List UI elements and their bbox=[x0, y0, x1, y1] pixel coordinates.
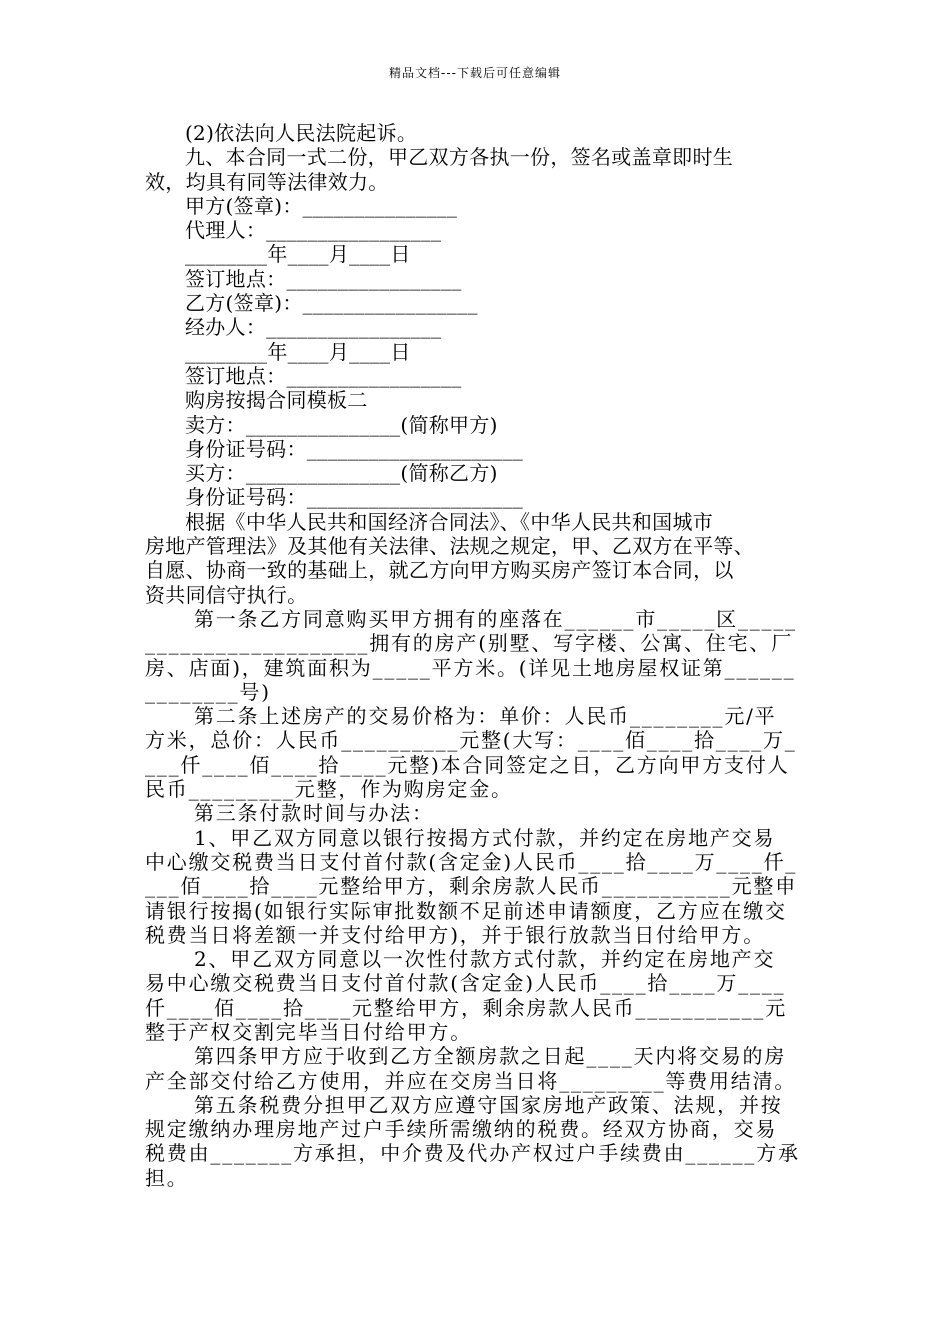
text-line: 税费当日将差额一并支付给甲方)，并于银行放款当日付给甲方。 bbox=[145, 922, 766, 947]
text-line: 易中心缴交税费当日支付首付款(含定金)人民币____拾____万____ bbox=[145, 971, 786, 996]
text-line: 方米，总价：人民币__________元整(大写：____佰____拾____万_ bbox=[145, 728, 797, 753]
contract-body bbox=[145, 121, 810, 1190]
text-line: 请银行按揭(如银行实际审批数额不足前述申请额度，乙方应在缴交 bbox=[145, 898, 787, 923]
text-line: (2)依法向人民法院起诉。 bbox=[145, 121, 418, 145]
text-line: 房、店面)，建筑面积为_____平方米。(详见土地房屋权证第______ bbox=[145, 655, 796, 680]
text-line: 2、甲乙双方同意以一次性付款方式付款，并约定在房地产交 bbox=[145, 947, 776, 972]
text-line: 担。 bbox=[145, 1165, 189, 1190]
text-line: 产全部交付给乙方使用，并应在交房当日将_________等费用结清。 bbox=[145, 1068, 797, 1093]
text-line: 购房按揭合同模板二 bbox=[145, 388, 368, 413]
text-line: ________号) bbox=[145, 679, 271, 704]
text-line: 代理人：_________________ bbox=[145, 218, 442, 243]
text-line: 第二条上述房产的交易价格为：单价：人民币________元/平 bbox=[145, 704, 777, 729]
text-line: 第一条乙方同意购买甲方拥有的座落在______市_____区_____ bbox=[145, 606, 797, 631]
text-line: 根据《中华人民共和国经济合同法》、《中华人民共和国城市 bbox=[145, 509, 714, 534]
text-line: 乙方(签章)：_________________ bbox=[145, 291, 478, 316]
text-line: ___________________拥有的房产(别墅、写字楼、公寓、住宅、厂 bbox=[145, 631, 794, 656]
text-line: 第三条付款时间与办法： bbox=[145, 801, 434, 826]
text-line: 甲方(签章)：_______________ bbox=[145, 193, 458, 218]
text-line: 民币_________元整，作为购房定金。 bbox=[145, 777, 513, 802]
text-line: 第四条甲方应于收到乙方全额房款之日起____天内将交易的房 bbox=[145, 1044, 787, 1069]
text-line: 资共同信守执行。 bbox=[145, 582, 308, 607]
text-line: ___仟____佰____拾____元整)本合同签定之日，乙方向甲方支付人 bbox=[145, 752, 790, 777]
text-line: 房地产管理法》及其他有关法律、法规之规定，甲、乙双方在平等、 bbox=[145, 534, 754, 559]
text-line: 仟____佰____拾____元整给甲方，剩余房款人民币___________元 bbox=[145, 995, 787, 1020]
text-line: 效，均具有同等法律效力。 bbox=[145, 169, 389, 194]
text-line: 自愿、协商一致的基础上，就乙方向甲方购买房产签订本合同，以 bbox=[145, 558, 734, 583]
text-line: 签订地点：_________________ bbox=[145, 266, 462, 291]
text-line: 第五条税费分担甲乙双方应遵守国家房地产政策、法规，并按 bbox=[145, 1092, 783, 1117]
text-line: 中心缴交税费当日支付首付款(含定金)人民币____拾____万____仟_ bbox=[145, 849, 798, 874]
text-line: ________年____月____日 bbox=[145, 339, 411, 364]
text-line: ________年____月____日 bbox=[145, 242, 411, 267]
text-line: 九、本合同一式二份，甲乙双方各执一份，签名或盖章即时生 bbox=[145, 145, 734, 170]
text-line: 1、甲乙双方同意以银行按揭方式付款，并约定在房地产交易 bbox=[145, 825, 776, 850]
text-line: 卖方：_______________(简称甲方) bbox=[145, 412, 498, 437]
page-header: 精品文档---下载后可任意编辑 bbox=[389, 66, 561, 80]
text-line: 签订地点：_________________ bbox=[145, 363, 462, 388]
text-line: ___佰____拾____元整给甲方，剩余房款人民币___________元整申 bbox=[145, 874, 797, 899]
text-line: 身份证号码：_____________________ bbox=[145, 485, 524, 510]
text-line: 整于产权交割完毕当日付给甲方。 bbox=[145, 1019, 472, 1044]
text-line: 身份证号码：_____________________ bbox=[145, 436, 524, 461]
text-line: 经办人：_________________ bbox=[145, 315, 442, 340]
text-line: 规定缴纳办理房地产过户手续所需缴纳的税费。经双方协商，交易 bbox=[145, 1117, 778, 1142]
text-line: 税费由_______方承担，中介费及代办产权过户手续费由______方承 bbox=[145, 1141, 800, 1166]
text-line: 买方：_______________(简称乙方) bbox=[145, 461, 498, 486]
